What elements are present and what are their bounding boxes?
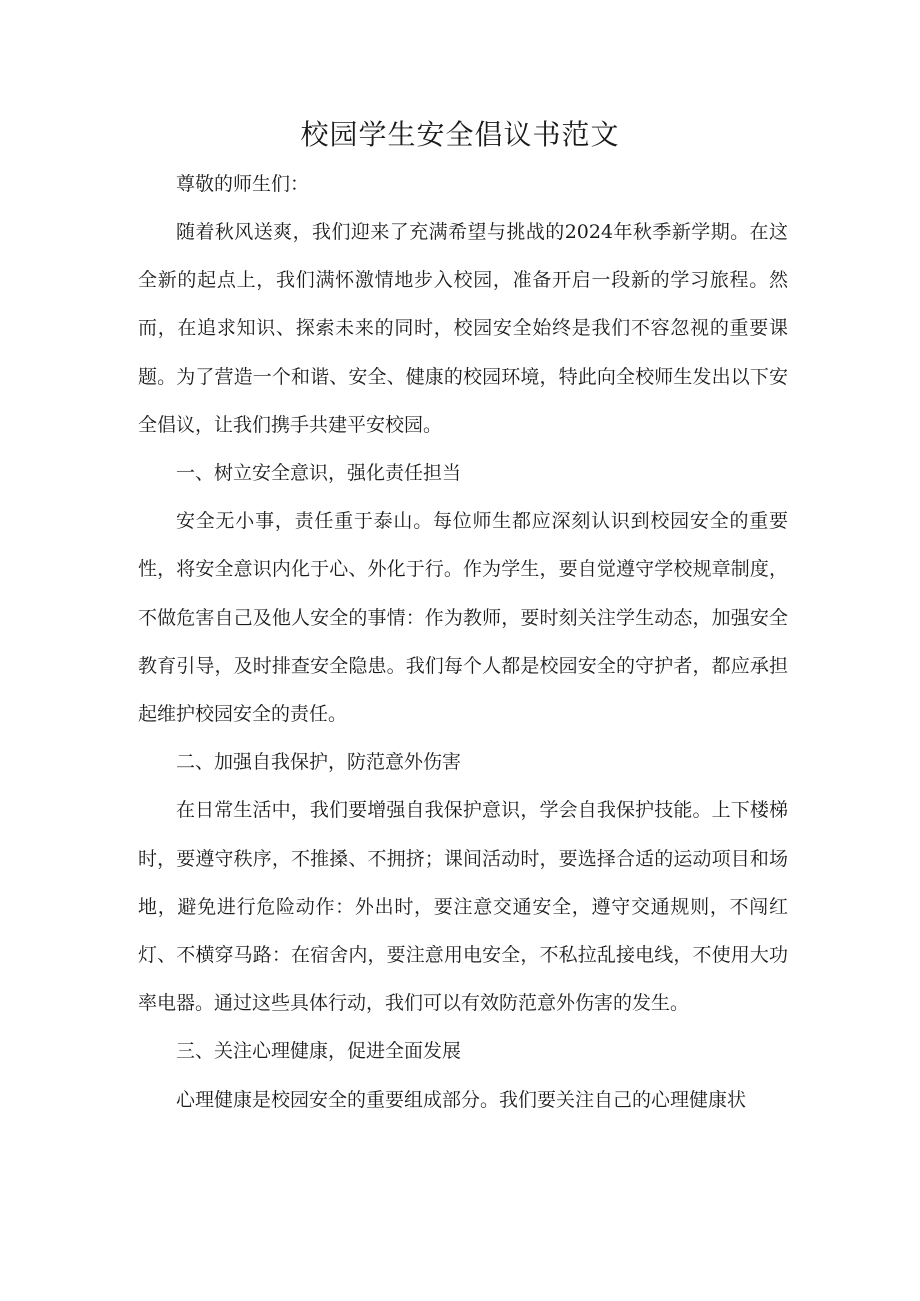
document-body xyxy=(138,160,788,1124)
section-heading-2: 二、加强自我保护，防范意外伤害 xyxy=(176,751,462,774)
document-title: 校园学生安全倡议书范文 xyxy=(300,118,620,151)
intro-paragraph: 随着秋风送爽，我们迎来了充满希望与挑战的2024年秋季新学期。在这全新的起点上，我们满怀激情地步入校园，准备开启一段新的学习旅程。然而，在追求知识、探索未来的同时，校园安全始终是我们不容忽视的重要课题。为了营造一个和谐、安全、健康的校园环境，特此向全校师生发出以下安全倡议，让我们携手共建平安校园。 xyxy=(138,221,788,436)
section-body-2: 在日常生活中，我们要增强自我保护意识，学会自我保护技能。上下楼梯时，要遵守秩序，不推搡、不拥挤；课间活动时，要选择合适的运动项目和场地，避免进行危险动作：外出时，要注意交通安全，遵守交通规则，不闯红灯、不横穿马路：在宿舍内，要注意用电安全，不私拉乱接电线，不使用大功率电器。通过这些具体行动，我们可以有效防范意外伤害的发生。 xyxy=(138,799,788,1015)
section-heading-3: 三、关注心理健康，促进全面发展 xyxy=(176,1040,462,1063)
section-body-1: 安全无小事，责任重于泰山。每位师生都应深刻认识到校园安全的重要性，将安全意识内化于心、外化于行。作为学生，要自觉遵守学校规章制度，不做危害自己及他人安全的事情：作为教师，要时刻关注学生动态，加强安全教育引导，及时排查安全隐患。我们每个人都是校园安全的守护者，都应承担起维护校园安全的责任。 xyxy=(138,510,788,726)
section-body-3: 心理健康是校园安全的重要组成部分。我们要关注自己的心理健康状 xyxy=(176,1088,747,1111)
salutation: 尊敬的师生们： xyxy=(176,173,310,195)
section-heading-1: 一、树立安全意识，强化责任担当 xyxy=(176,462,462,485)
